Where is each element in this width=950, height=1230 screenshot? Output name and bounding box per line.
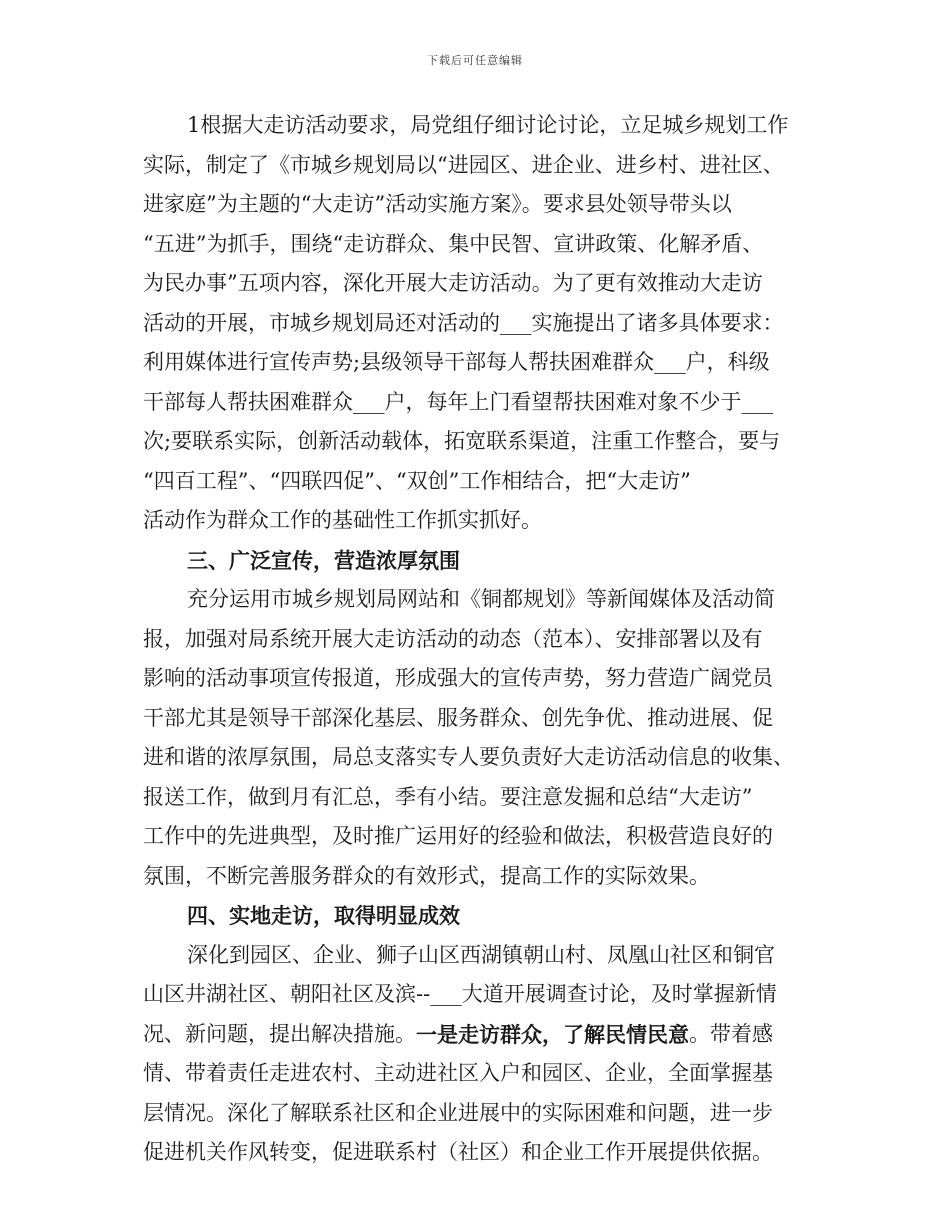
text: 促进机关作风转变，促进联系村（社区）和企业工作开展提供依据。: [143, 1140, 773, 1164]
document-body: [143, 106, 823, 1173]
text: 山区井湖社区、朝阳社区及滨--___大道开展调查讨论，及时掌握新情: [143, 982, 777, 1006]
paragraph-line: [143, 1054, 823, 1094]
text: 充分运用市城乡规划局网站和《铜都规划》等新闻媒体及活动简: [187, 587, 775, 611]
paragraph-line: [143, 659, 823, 699]
paragraph-line: [143, 304, 823, 344]
paragraph-line: [143, 343, 823, 383]
text: 干部尤其是领导干部深化基层、服务群众、创先争优、推动进展、促: [143, 705, 773, 730]
paragraph-line: [143, 501, 823, 541]
paragraph-line: [143, 699, 823, 739]
paragraph-line: [143, 225, 823, 265]
paragraph-line: [143, 1015, 823, 1055]
text: 氛围，不断完善服务群众的有效形式，提高工作的实际效果。: [143, 863, 710, 888]
paragraph-line: [143, 185, 823, 225]
paragraph-line: [143, 462, 823, 502]
page-header-note: 下载后可任意编辑: [427, 54, 523, 67]
text: 情、带着责任走进农村、主动进社区入户和园区、企业，全面掌握基: [143, 1061, 773, 1085]
paragraph-line: [143, 738, 823, 778]
paragraph-line: [143, 975, 823, 1015]
paragraph-line: [143, 620, 823, 660]
text: 次;要联系实际，创新活动载体，拓宽联系渠道，注重工作整合，要与: [143, 429, 781, 453]
text: 影响的活动事项宣传报道，形成强大的宣传声势，努力营造广阔党员: [143, 666, 773, 690]
text: 干部每人帮扶困难群众___户，每年上门看望帮扶困难对象不少于___: [143, 389, 773, 414]
text: 活动作为群众工作的基础性工作抓实抓好。: [143, 508, 542, 532]
text: 利用媒体进行宣传声势;县级领导干部每人帮扶困难群众___户，科级: [143, 350, 770, 374]
text: 况、新问题，提出解决措施。: [143, 1021, 416, 1046]
paragraph-line: [143, 778, 823, 818]
paragraph-line: [143, 422, 823, 462]
paragraph-line: [143, 817, 823, 857]
text: 。带着感: [689, 1021, 773, 1046]
paragraph-line: [143, 857, 823, 897]
text: 为民办事”五项内容，深化开展大走访活动。为了更有效推动大走访: [143, 271, 763, 295]
text: 工作中的先进典型，及时推广运用好的经验和做法，积极营造良好的: [143, 824, 773, 848]
paragraph-line: [143, 106, 823, 146]
bold-lead-text: 一是走访群众，了解民情民意: [416, 1021, 689, 1047]
paragraph-line: [143, 1133, 823, 1173]
paragraph-line: [143, 264, 823, 304]
text: 层情况。深化了解联系社区和企业进展中的实际困难和问题，进一步: [143, 1100, 773, 1125]
text: “五进”为抓手，围绕“走访群众、集中民智、宣讲政策、化解矛盾、: [143, 231, 764, 256]
section-heading-4: [143, 896, 823, 936]
paragraph-line: [143, 936, 823, 976]
text: 报送工作，做到月有汇总，季有小结。要注意发掘和总结“大走访”: [143, 784, 753, 809]
text: 报，加强对局系统开展大走访活动的动态（范本）、安排部署以及有: [143, 626, 763, 651]
paragraph-line: [143, 383, 823, 423]
text: “四百工程”、“四联四促”、“双创”工作相结合，把“大走访”: [143, 468, 691, 493]
text: 实际，制定了《市城乡规划局以“进园区、进企业、进乡村、进社区、: [143, 152, 784, 177]
text: 1根据大走访活动要求，局党组仔细讨论讨论，立足城乡规划工作: [187, 113, 789, 137]
text: 进家庭”为主题的“大走访”活动实施方案》。要求县处领导带头以: [143, 192, 732, 216]
paragraph-line: [143, 146, 823, 186]
paragraph-line: [143, 580, 823, 620]
heading-text: 三、广泛宣传，营造浓厚氛围: [187, 547, 460, 573]
section-heading-3: [143, 541, 823, 581]
text: 进和谐的浓厚氛围，局总支落实专人要负责好大走访活动信息的收集、: [143, 745, 794, 769]
paragraph-line: [143, 1094, 823, 1134]
text: 活动的开展，市城乡规划局还对活动的___实施提出了诸多具体要求：: [143, 310, 784, 335]
heading-text: 四、实地走访，取得明显成效: [187, 903, 460, 928]
text: 深化到园区、企业、狮子山区西湖镇朝山村、凤凰山社区和铜官: [187, 942, 775, 967]
